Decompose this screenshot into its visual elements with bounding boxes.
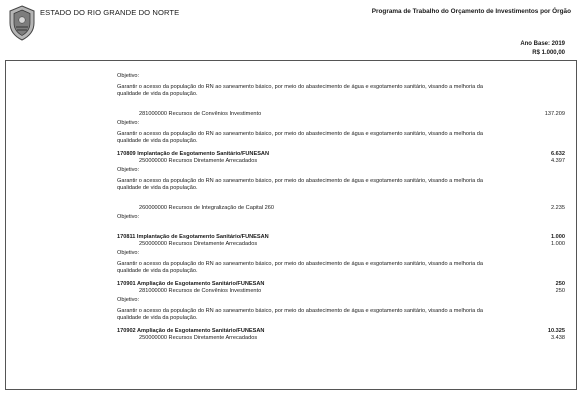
action-value: 6.632	[551, 151, 565, 157]
action-label: 170902 Ampliação de Esgotamento Sanitário/FUNESAN	[117, 328, 265, 334]
action-row	[117, 151, 567, 158]
source-row	[117, 111, 567, 118]
source-row	[117, 241, 567, 248]
source-row	[117, 158, 567, 165]
objetivo-text: Garantir o acesso da população do RN ao saneamento básico, por meio do abastecimento de água e esgotamento sanitário, visando a melhoria da qualidade de vida da população.	[117, 261, 483, 274]
source-row	[117, 205, 567, 212]
action-value: 250	[555, 281, 565, 287]
objetivo-text: Garantir o acesso da população do RN ao saneamento básico, por meio do abastecimento de água e esgotamento sanitário, visando a melhoria da qualidade de vida da população.	[117, 131, 483, 144]
source-label: 250000000 Recursos Diretamente Arrecadados	[139, 241, 258, 247]
source-row	[117, 335, 567, 342]
source-label: 281000000 Recursos de Convênios Investimento	[139, 111, 262, 117]
action-label: 170809 Implantação de Esgotamento Sanitário/FUNESAN	[117, 151, 270, 157]
objetivo-text: Garantir o acesso da população do RN ao saneamento básico, por meio do abastecimento de água e esgotamento sanitário, visando a melhoria da qualidade de vida da população.	[117, 84, 483, 97]
action-row	[117, 234, 567, 241]
objetivo-text: Garantir o acesso da população do RN ao saneamento básico, por meio do abastecimento de água e esgotamento sanitário, visando a melhoria da qualidade de vida da população.	[117, 178, 483, 191]
source-value: 137.209	[544, 111, 565, 117]
action-label: 170811 Implantação de Esgotamento Sanitário/FUNESAN	[117, 234, 269, 240]
action-row	[117, 281, 567, 288]
action-value: 10.325	[547, 328, 565, 334]
objetivo-label: Objetivo:	[117, 297, 140, 303]
state-name: ESTADO DO RIO GRANDE DO NORTE	[40, 8, 180, 17]
objetivo-label: Objetivo:	[117, 214, 140, 220]
objetivo-text: Garantir o acesso da população do RN ao saneamento básico, por meio do abastecimento de água e esgotamento sanitário, visando a melhoria da qualidade de vida da população.	[117, 308, 483, 321]
ano-base: Ano Base: 2019	[520, 41, 565, 47]
source-value: 2.235	[551, 205, 565, 211]
report-frame	[5, 60, 577, 390]
source-label: 250000000 Recursos Diretamente Arrecadados	[139, 158, 258, 164]
source-label: 250000000 Recursos Diretamente Arrecadados	[139, 335, 258, 341]
report-content	[117, 71, 567, 342]
objetivo-label: Objetivo:	[117, 167, 140, 173]
currency-unit: R$ 1.000,00	[532, 50, 565, 56]
action-row	[117, 328, 567, 335]
source-value: 3.438	[551, 335, 565, 341]
source-label: 281000000 Recursos de Convênios Investimento	[139, 288, 262, 294]
state-coat-of-arms-icon	[8, 5, 36, 41]
source-value: 1.000	[551, 241, 565, 247]
report-title: Programa de Trabalho do Orçamento de Investimentos por Órgão	[371, 8, 571, 15]
source-label: 260000000 Recursos de Integralização de Capital 260	[139, 205, 274, 211]
source-value: 4.397	[551, 158, 565, 164]
source-row	[117, 288, 567, 295]
objetivo-label: Objetivo:	[117, 73, 140, 79]
action-value: 1.000	[551, 234, 565, 240]
source-value: 250	[555, 288, 565, 294]
objetivo-label: Objetivo:	[117, 250, 140, 256]
action-label: 170901 Ampliação de Esgotamento Sanitário/FUNESAN	[117, 281, 265, 287]
objetivo-label: Objetivo:	[117, 120, 140, 126]
